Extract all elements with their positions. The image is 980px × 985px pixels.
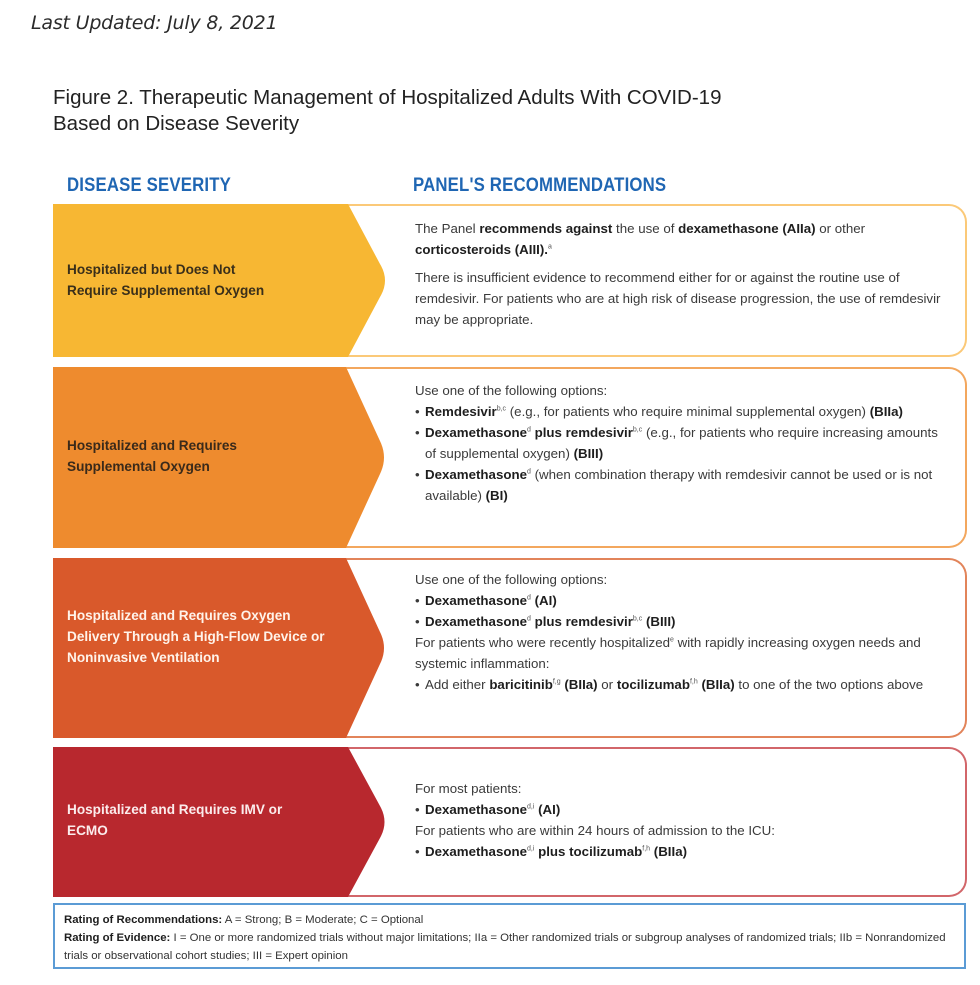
footnote-marker: f,h (689, 678, 698, 686)
footnote-marker: a (548, 243, 552, 251)
emphasized-text: Dexamethasone (425, 844, 527, 859)
recommendation-intro: For patients who are within 24 hours of admission to the ICU: (415, 823, 775, 838)
text-run: The Panel (415, 221, 480, 236)
emphasized-text: (BIIa) (697, 677, 735, 692)
footnote-marker: b,c (632, 426, 643, 434)
text-run: I = One or more randomized trials without major limitations; IIa = Other randomized trials or subgroup analyses of randomized trials; IIb = Nonrandomized trials or observational cohort studies; III = Expert opinion (64, 932, 946, 962)
emphasized-text: Remdesivir (425, 404, 497, 419)
recommendation-paragraph: There is insufficient evidence to recommend either for or against the routine use of remdesivir. For patients who are at high risk of disease progression, the use of remdesivir may be appropriate. (415, 270, 941, 327)
figure-title-line-2: Based on Disease Severity (53, 112, 300, 135)
emphasized-text: (AI) (530, 593, 557, 608)
footnote-marker: d (527, 468, 531, 476)
footnote-marker: d,i (527, 845, 535, 853)
emphasized-text: (BIIa) (869, 404, 903, 419)
figure-title (53, 85, 721, 137)
text-run: the use of (612, 221, 679, 236)
severity-row-high-flow-niv (53, 558, 967, 738)
recommendation-text (415, 380, 945, 506)
recommendation-intro: Use one of the following options: (415, 572, 608, 587)
rating-of-evidence (64, 929, 955, 965)
recommendation-paragraph (415, 632, 945, 674)
text-run: (e.g., for patients who require increasing amounts of supplemental oxygen) (425, 425, 938, 461)
recommendation-text (415, 778, 945, 862)
emphasized-text: Dexamethasone (425, 802, 527, 817)
footnote-marker: d (527, 426, 531, 434)
severity-row-no-oxygen (53, 204, 967, 357)
recommendation-paragraph (415, 218, 945, 260)
emphasized-text: (AI) (534, 802, 561, 817)
recommendation-intro: Use one of the following options: (415, 383, 608, 398)
option-item (415, 674, 945, 695)
emphasized-text: (BI) (485, 488, 508, 503)
option-item (415, 590, 945, 611)
emphasized-text: corticosteroids (AIII). (415, 242, 548, 257)
text-run: (e.g., for patients who require minimal supplemental oxygen) (506, 404, 870, 419)
last-updated-date: Last Updated: July 8, 2021 (31, 12, 278, 34)
option-item (415, 799, 945, 820)
emphasized-text: dexamethasone (AIIa) (678, 221, 816, 236)
emphasized-text: Dexamethasone (425, 614, 527, 629)
option-item (415, 611, 945, 632)
emphasized-text: plus tocilizumab (534, 844, 643, 859)
emphasized-text: plus remdesivir (530, 425, 633, 440)
footnote-marker: b,c (632, 615, 643, 623)
footnote-marker: f,g (552, 678, 561, 686)
text-run: or other (815, 221, 866, 236)
emphasized-text: plus remdesivir (530, 614, 633, 629)
emphasized-text: (BIIa) (560, 677, 598, 692)
option-list (415, 590, 945, 632)
option-list (415, 841, 945, 862)
option-item (415, 464, 945, 506)
option-list (415, 401, 945, 506)
emphasized-text: Dexamethasone (425, 467, 527, 482)
emphasized-text: tocilizumab (616, 677, 690, 692)
text-run: A = Strong; B = Moderate; C = Optional (222, 914, 424, 926)
option-item (415, 422, 945, 464)
recommendation-intro: For most patients: (415, 781, 522, 796)
text-run: (when combination therapy with remdesivir cannot be used or is not available) (425, 467, 933, 503)
text-run: Add either (425, 677, 490, 692)
emphasized-text: (BIIa) (650, 844, 688, 859)
emphasized-text: (BIII) (642, 614, 676, 629)
emphasized-text: recommends against (479, 221, 613, 236)
footnote-marker: f,h (642, 845, 651, 853)
column-header-disease-severity: DISEASE SEVERITY (67, 174, 231, 196)
severity-label: Hospitalized and Requires Oxygen Delivery Through a High-Flow Device or Noninvasive Ventilation (67, 608, 325, 665)
severity-label: Hospitalized but Does Not Require Supplemental Oxygen (67, 262, 265, 298)
footnote-marker: d,i (527, 803, 535, 811)
footnote-marker: d (527, 594, 531, 602)
text-run: with rapidly increasing oxygen needs and systemic inflammation: (415, 635, 921, 671)
option-item (415, 401, 945, 422)
emphasized-text: (BIII) (573, 446, 604, 461)
footnote-marker: e (670, 636, 674, 644)
text-run: to one of the two options above (734, 677, 924, 692)
emphasized-text: Dexamethasone (425, 593, 527, 608)
text-run: or (597, 677, 617, 692)
option-list (415, 674, 945, 695)
severity-row-imv-ecmo (53, 747, 967, 897)
footnote-marker: b,c (496, 405, 507, 413)
severity-label: Hospitalized and Requires Supplemental Oxygen (67, 438, 237, 474)
rating-legend-box (53, 903, 966, 969)
figure-title-line-1: Figure 2. Therapeutic Management of Hospitalized Adults With COVID-19 (53, 86, 722, 109)
rating-of-recommendations (64, 911, 955, 929)
option-item (415, 841, 945, 862)
option-list (415, 799, 945, 820)
column-header-panel-recommendations: PANEL'S RECOMMENDATIONS (413, 174, 667, 196)
recommendation-text (415, 569, 945, 695)
emphasized-text: baricitinib (489, 677, 553, 692)
footnote-marker: d (527, 615, 531, 623)
severity-row-supplemental-oxygen (53, 367, 967, 548)
severity-label: Hospitalized and Requires IMV or ECMO (67, 802, 283, 838)
text-run: For patients who were recently hospitalized (415, 635, 670, 650)
emphasized-text: Dexamethasone (425, 425, 527, 440)
recommendation-text (415, 218, 945, 330)
emphasized-text: Rating of Evidence: (64, 932, 171, 944)
emphasized-text: Rating of Recommendations: (64, 914, 223, 926)
